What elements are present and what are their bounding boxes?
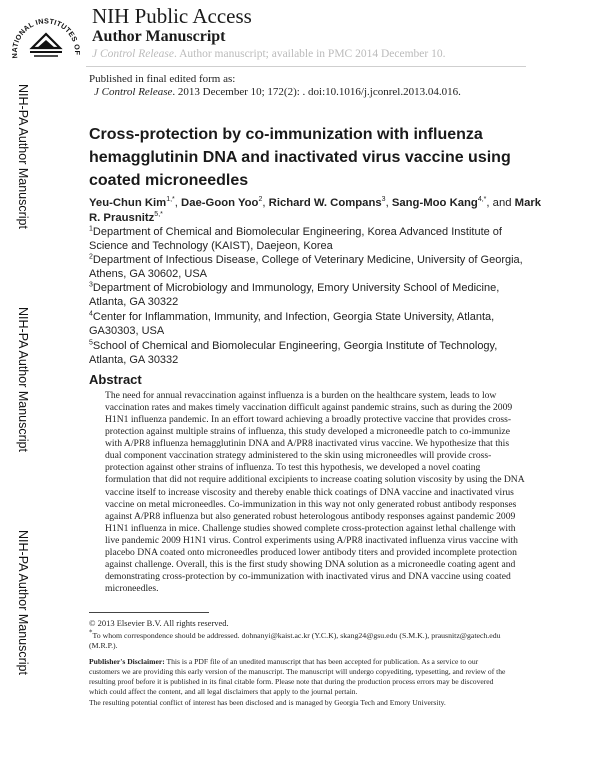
article-title: Cross-protection by co-immunization with influenza hemagglutinin DNA and inactivated virus vaccine using coated microneedles: [89, 126, 511, 189]
author-sup: 4,*: [477, 196, 487, 204]
affiliation-number: 5: [89, 339, 93, 347]
citation-line: [94, 86, 461, 98]
affiliation-text: Department of Microbiology and Immunology, Emory University School of Medicine, Atlanta, GA 30322: [89, 282, 500, 308]
author-name: Yeu-Chun Kim: [89, 197, 167, 209]
affiliation-number: 1: [89, 225, 93, 233]
author-name: Richard W. Compans: [268, 197, 382, 209]
affiliation: [89, 281, 529, 309]
author-sup: 2: [258, 196, 263, 204]
author-list: Yeu-Chun Kim$^{1,*}$, Dae-Goon Yoo$^2$, Richard W. Compans$^3$, Sang-Moo Kang$^{4,*}$, and Mark R. Prausnitz$^{5,*}$: [89, 196, 542, 224]
affiliation: [89, 225, 529, 253]
copyright-notice: © 2013 Elsevier B.V. All rights reserved.: [89, 618, 229, 628]
author-sup: 1,*: [166, 196, 175, 204]
nih-public-access-title: NIH Public Access: [92, 4, 252, 28]
correspondence-text: To whom correspondence should be addressed. dohnanyi@kaist.ac.kr (Y.C.K), skang24@gsu.edu (S.M.K.), prausnitz@gatech.edu (M.R.P.).: [89, 631, 501, 650]
author-name: Mark R. Prausnitz: [89, 197, 542, 224]
affiliation-text: Center for Inflammation, Immunity, and Infection, Georgia State University, Atlanta, GA30303, USA: [89, 311, 495, 337]
author-sup: 3: [381, 196, 386, 204]
affiliation-number: 2: [89, 253, 93, 261]
side-label-top: NIH-PA Author Manuscript: [16, 84, 30, 229]
affiliation-number: 3: [89, 281, 93, 289]
affiliation-text: Department of Chemical and Biomolecular Engineering, Korea Advanced Institute of Science and Technology (KAIST), Daejeon, Korea: [89, 226, 502, 252]
side-label-middle: NIH-PA Author Manuscript: [16, 307, 30, 452]
nih-seal-logo: [6, 8, 86, 70]
disclaimer-text: This is a PDF file of an unedited manuscript that has been accepted for publication. As a service to our customers we are providing this early version of the manuscript. The manuscript will undergo copyediting, typesetting, and review of the resulting proof before it is published in its final citable form. Please note that during the production process errors may be discovered which could affect the content, and all legal disclaimers that apply to the journal pertain.: [89, 657, 506, 696]
affiliation-text: Department of Infectious Disease, College of Veterinary Medicine, University of Georgia, Athens, GA 30602, USA: [89, 254, 523, 280]
availability-line: [92, 48, 445, 60]
affiliation-text: School of Chemical and Biomolecular Engineering, Georgia Institute of Technology, Atlanta, GA 30332: [89, 340, 498, 366]
author-name: Sang-Moo Kang: [391, 197, 478, 209]
side-label-bottom: NIH-PA Author Manuscript: [16, 530, 30, 675]
citation-journal: J Control Release: [94, 86, 173, 98]
publisher-disclaimer: [89, 657, 509, 697]
author-manuscript-subtitle: Author Manuscript: [92, 28, 226, 45]
affiliation: [89, 253, 529, 281]
abstract-heading: Abstract: [89, 372, 142, 387]
published-final-label: Published in final edited form as:: [89, 73, 236, 85]
correspondence-note: [89, 628, 509, 651]
svg-text:NATIONAL INSTITUTES OF HEALTH: NATIONAL INSTITUTES OF: [9, 16, 83, 59]
header-divider: [86, 66, 526, 67]
affiliation: [89, 339, 529, 367]
correspondence-marker: *: [89, 628, 93, 637]
availability-text: . Author manuscript; available in PMC 2014 December 10.: [173, 48, 446, 60]
affiliation-number: 4: [89, 310, 93, 318]
author-sup: 5,*: [154, 211, 163, 219]
conflict-of-interest-note: The resulting potential conflict of interest has been disclosed and is managed by Georgia Tech and Emory University.: [89, 698, 446, 707]
affiliation: [89, 310, 529, 338]
footnote-divider: [89, 612, 209, 613]
author-name: Dae-Goon Yoo: [181, 197, 259, 209]
author-conjunction: and: [492, 197, 512, 209]
citation-details: . 2013 December 10; 172(2): . doi:10.1016/j.jconrel.2013.04.016.: [172, 86, 461, 98]
disclaimer-label: Publisher's Disclaimer:: [89, 657, 165, 666]
abstract-text: The need for annual revaccination against influenza is a burden on the healthcare system, leads to low vaccination rates and makes timely vaccination difficult against pandemic strains, such as during the 2009 H1N1 influenza pandemic. In an effort toward achieving a broadly protective vaccine that provides cross-protection against multiple strains of influenza, this study developed a microneedle patch to co-immunize with A/PR8 influenza hemagglutinin DNA and A/PR8 inactivated virus vaccine. We hypothesize that this dual component vaccination strategy administered to the skin using microneedles will provide cross-protection against other strains of influenza. To test this hypothesis, we developed a novel coating formulation that did not require additional excipients to increase coating solution viscosity by using the DNA vaccine itself to increase viscosity and thereby enable thick coatings of DNA vaccine and inactivated virus vaccine on metal microneedles. Co-immunization in this way not only generated robust antibody responses against A/PR8 influenza but also generated robust heterologous antibody responses against pandemic 2009 H1N1 influenza in mice. Challenge studies showed complete cross-protection against lethal challenge with live pandemic 2009 H1N1 virus. Control experiments using A/PR8 inactivated influenza virus vaccine with placebo DNA coated onto microneedles produced lower antibody titers and provided incomplete protection against challenge. Overall, this is the first study showing DNA solution as a microneedle coating agent and demonstrating cross-protection by co-immunization with inactivated virus and DNA vaccine using coated microneedles.: [105, 390, 525, 594]
availability-journal: J Control Release: [92, 48, 174, 60]
